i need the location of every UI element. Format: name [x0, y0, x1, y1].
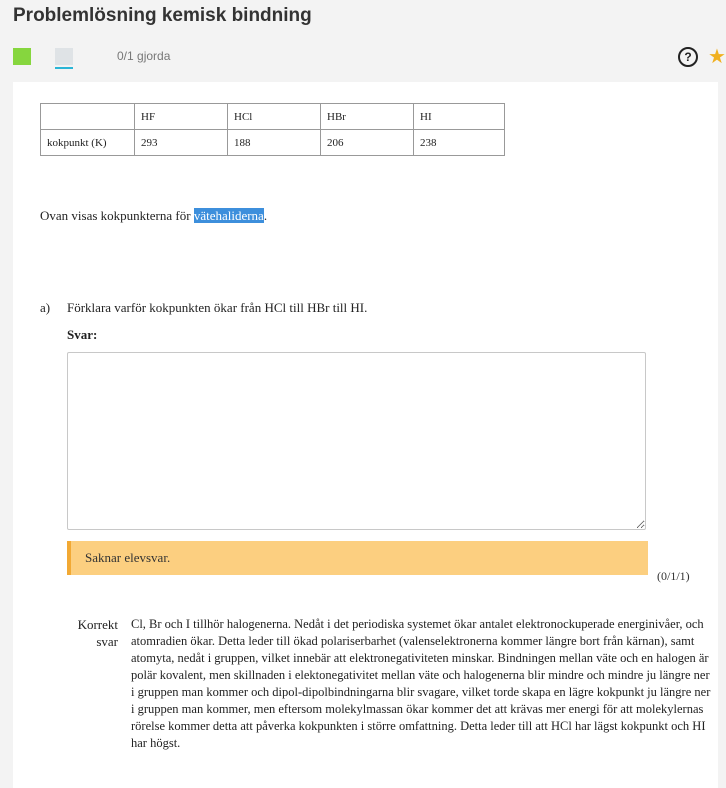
score-display: (0/1/1): [657, 569, 690, 583]
question-text: Förklara varför kokpunkten ökar från HCl till HBr till HI.: [67, 300, 368, 315]
table-header-cell: HF: [135, 104, 228, 130]
table-cell: 293: [135, 130, 228, 156]
table-cell: 188: [228, 130, 321, 156]
table-header-row: [41, 104, 505, 130]
table-header-cell: HCl: [228, 104, 321, 130]
help-icon[interactable]: ?: [678, 47, 698, 67]
table-cell: kokpunkt (K): [41, 130, 135, 156]
table-header-cell: HI: [414, 104, 505, 130]
table-row: [41, 130, 505, 156]
progress-text: 0/1 gjorda: [117, 49, 171, 63]
task-status-current[interactable]: [55, 48, 73, 65]
answer-label: Svar:: [67, 327, 98, 342]
question-letter: a): [40, 300, 51, 315]
current-task-indicator: [55, 67, 73, 69]
correct-answer-label-line1: Korrekt: [77, 617, 118, 632]
intro-text-suffix: .: [263, 208, 268, 223]
correct-answer-label-line2: svar: [96, 634, 118, 649]
boiling-point-table: [40, 103, 505, 156]
missing-answer-warning: Saknar elevsvar.: [67, 541, 648, 575]
table-header-cell: [41, 104, 135, 130]
star-icon[interactable]: ★: [708, 44, 726, 68]
table-cell: 238: [414, 130, 505, 156]
table-cell: 206: [321, 130, 414, 156]
correct-answer-label: [67, 616, 118, 650]
highlighted-term[interactable]: vätehaliderna: [193, 208, 264, 223]
correct-answer-text: Cl, Br och I tillhör halogenerna. Nedåt i det periodiska systemet ökar antalet elektronockuperade energinivåer, och atomradien ökar. Detta leder till ökad polariserbarhet (valenselektronerna kommer längre bort från kärnan), samt atomyta, nedåt i gruppen, vilket innebär att elektronegativiteten minskar. Bindningen mellan väte och en halogen är polär kovalent, men skillnaden i elektonegativitet mellan väte och halogenerna blir mindre och mindre ju längre ner i gruppen man kommer och dipol-dipolbindningarna blir svagare, vilket torde skapa en lägre kokpunkt ju längre ner i gruppen man kommer, men eftersom molekylmassan ökar kommer det att krävas mer energi för att molekylernas rörelse kommer detta att påverka kokpunkten i större omfattning. Detta leder till att HCl har lägst kokpunkt och HI har högst.: [131, 617, 711, 750]
task-status-completed[interactable]: [13, 48, 31, 65]
answer-textarea[interactable]: [67, 352, 646, 530]
intro-text-main: Ovan visas kokpunkterna för: [40, 208, 194, 223]
intro-text: [40, 208, 267, 224]
question-card: [13, 82, 718, 788]
table-header-cell: HBr: [321, 104, 414, 130]
page-title: Problemlösning kemisk bindning: [13, 5, 312, 26]
